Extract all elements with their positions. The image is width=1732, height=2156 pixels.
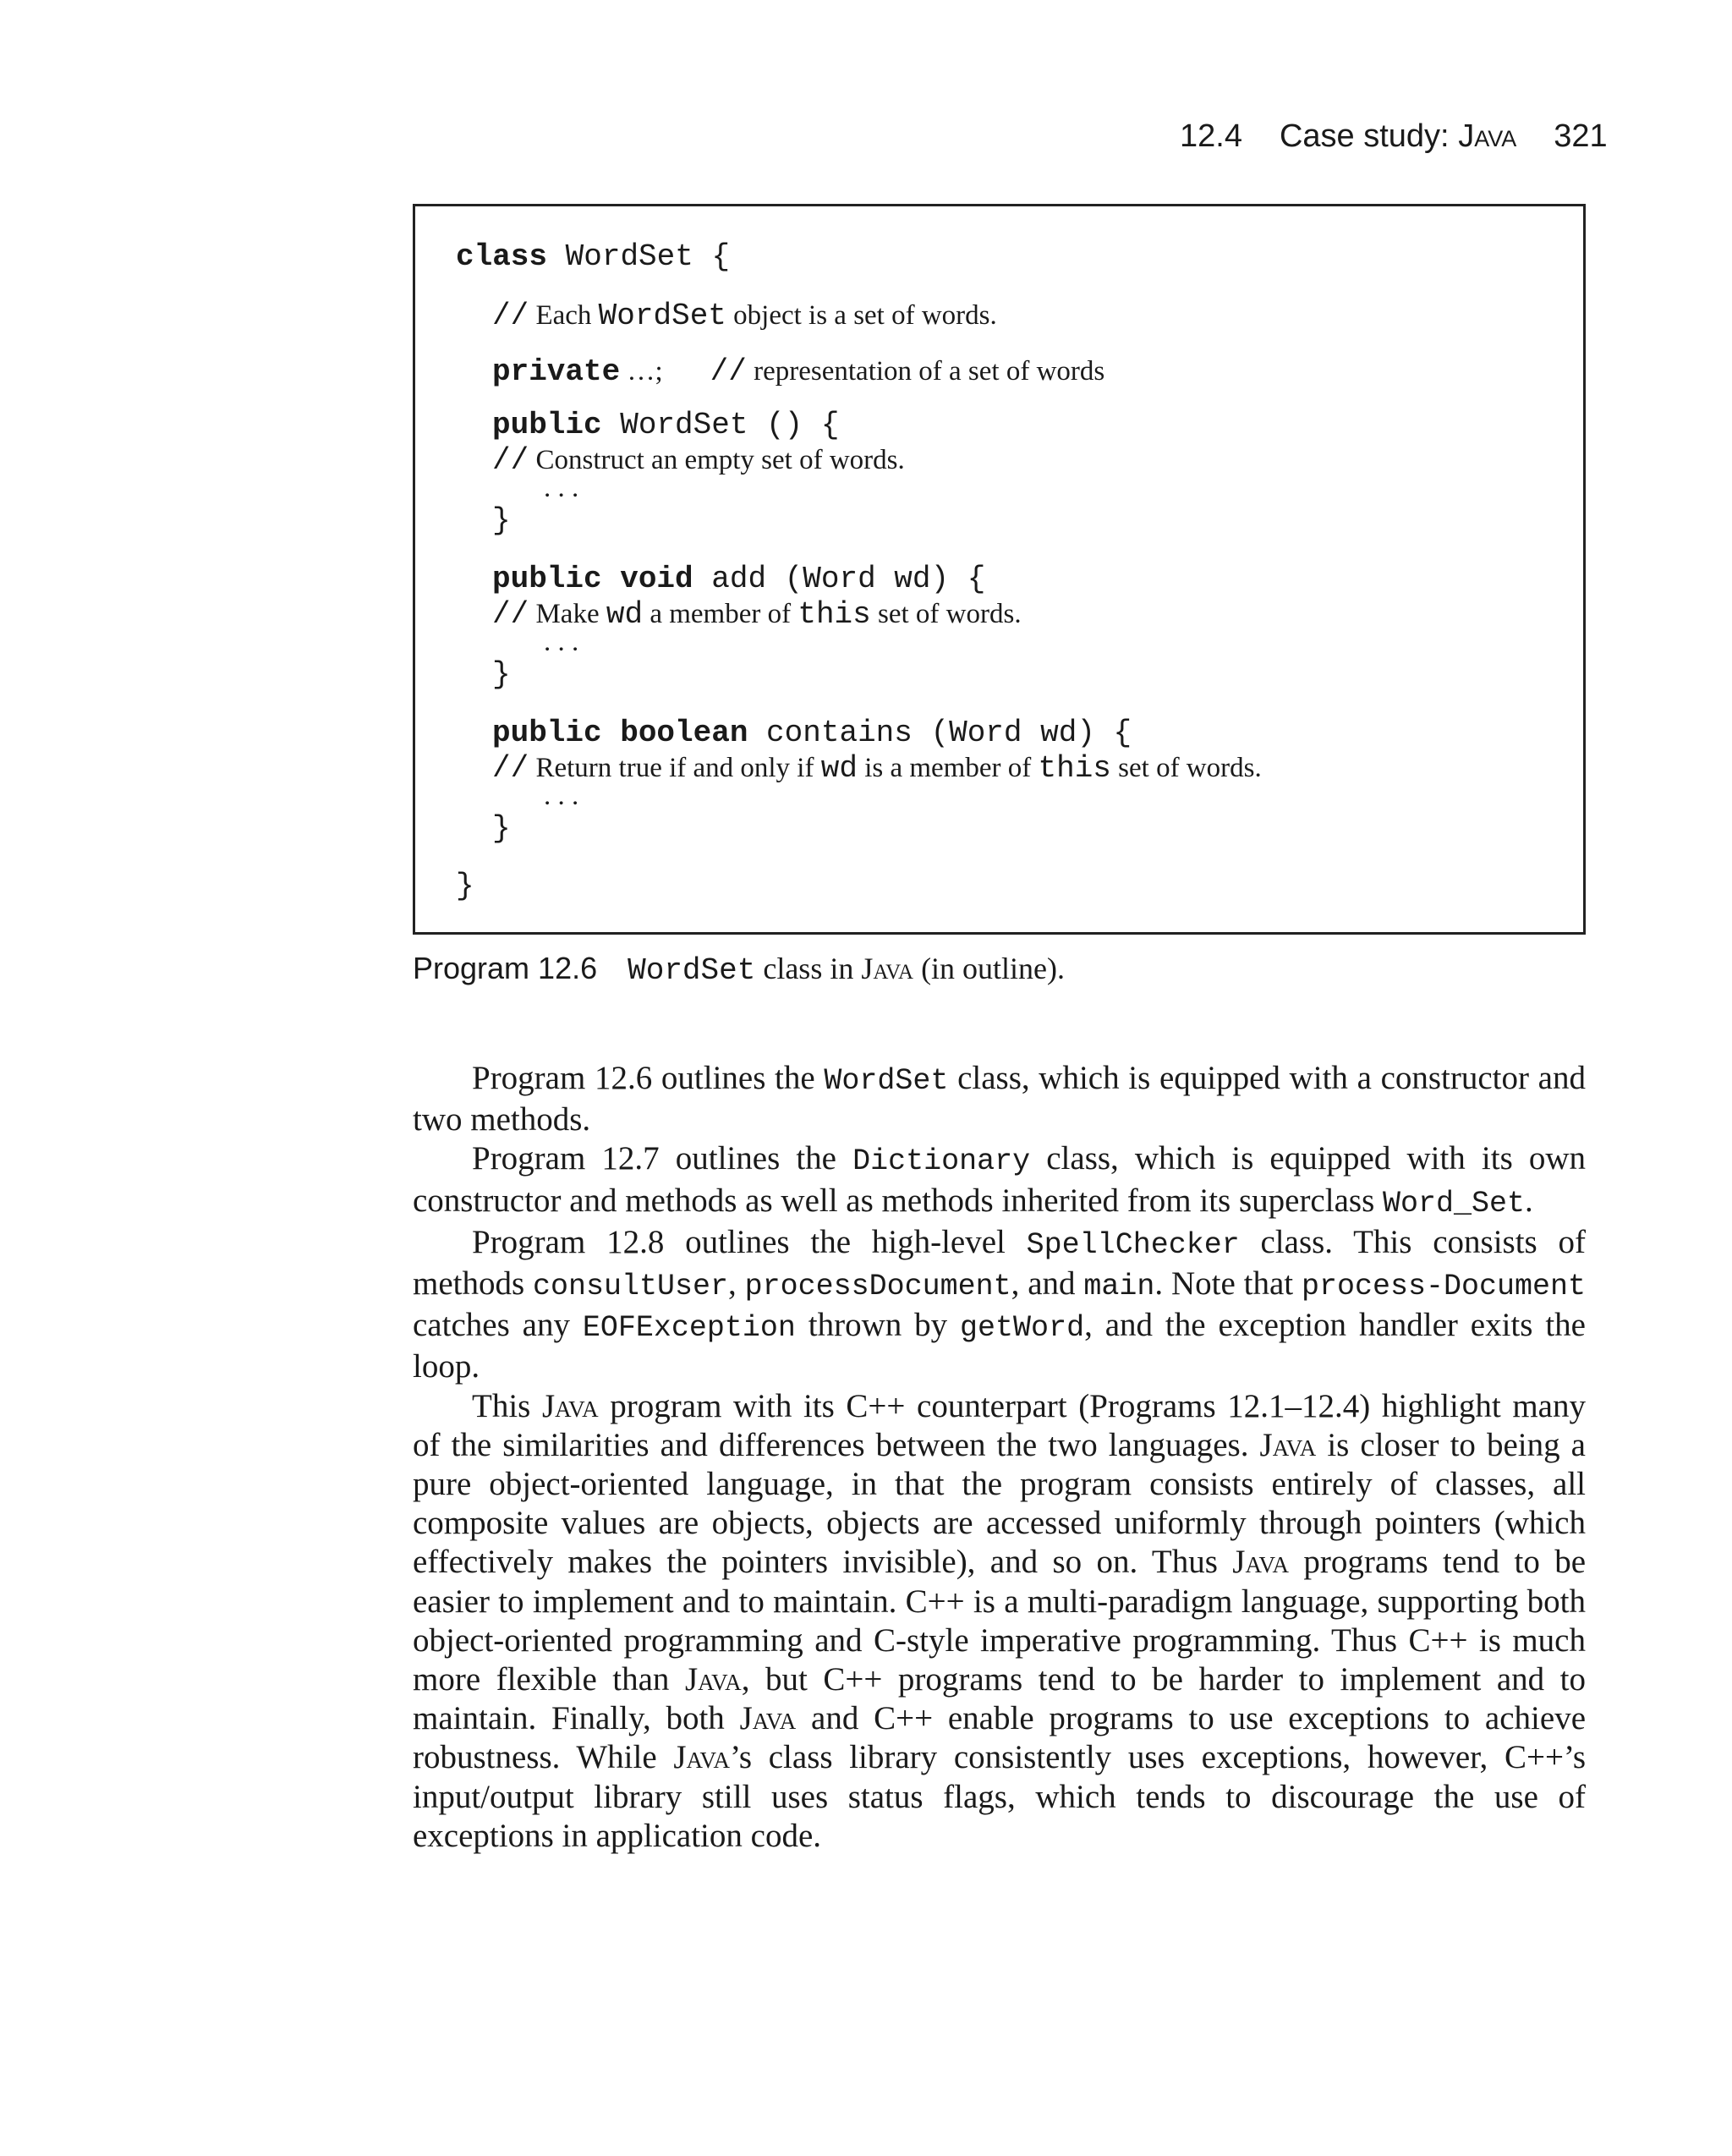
code-line: } xyxy=(456,869,474,903)
paragraph: Program 12.6 outlines the WordSet class, which is equipped with a constructor and two methods. xyxy=(413,1060,1586,1138)
paragraph: Program 12.7 outlines the Dictionary class, which is equipped with its own constructor and methods as well as methods inherited from its superclass Word_Set. xyxy=(413,1140,1587,1221)
code-line: } xyxy=(492,503,511,538)
code-line: public void add (Word wd) { xyxy=(492,562,986,596)
caption-label: Program 12.6 xyxy=(413,951,598,985)
code-comment: // Each WordSet object is a set of words. xyxy=(492,299,997,333)
code-comment: // Return true if and only if wd is a member of this set of words. xyxy=(492,751,1262,786)
body-text xyxy=(413,1059,1586,1856)
code-line: public WordSet () { xyxy=(492,408,840,442)
code-ellipsis: . . . xyxy=(544,627,579,657)
code-comment: // Construct an empty set of words. xyxy=(492,443,905,478)
page-number: 321 xyxy=(1554,118,1608,154)
code-line: public boolean contains (Word wd) { xyxy=(492,716,1132,750)
figure-caption: Program 12.6 WordSet class in Java (in outline). xyxy=(413,951,1066,988)
paragraph: Program 12.8 outlines the high-level SpellChecker class. This consists of methods consultUser, processDocument, and main. Note that process-Document catches any EOFException thrown by getWord, and the exception handler exits the loop. xyxy=(413,1223,1586,1385)
running-head xyxy=(1180,118,1608,155)
paragraph: This Java program with its C++ counterpart (Programs 12.1–12.4) highlight many of the similarities and differences between the two languages. Java is closer to being a pure object-oriented language, in that the program consists entirely of classes, all composite values are objects, objects are accessed uniformly through pointers (which effectively makes the pointers invisible), and so on. Thus Java programs tend to be easier to implement and to maintain. C++ is a multi-paradigm language, supporting both object-oriented programming and C-style imperative programming. Thus C++ is much more flexible than Java, but C++ programs tend to be harder to implement and to maintain. Finally, both Java and C++ enable programs to use exceptions to achieve robustness. While Java’s class library consistently uses exceptions, however, C++’s input/output library still uses status flags, which tends to discourage the use of exceptions in application code. xyxy=(413,1387,1587,1854)
code-ellipsis: . . . xyxy=(544,781,579,811)
section-title: Case study: Java xyxy=(1279,118,1517,154)
code-comment: // Make wd a member of this set of words. xyxy=(492,597,1022,632)
code-line: class WordSet { xyxy=(456,239,731,274)
code-line: } xyxy=(492,811,511,846)
code-listing-box xyxy=(413,204,1586,935)
section-number: 12.4 xyxy=(1180,118,1242,154)
code-ellipsis: . . . xyxy=(544,473,579,503)
code-line: private …; // representation of a set of words xyxy=(492,354,1105,389)
code-line: } xyxy=(492,657,511,692)
